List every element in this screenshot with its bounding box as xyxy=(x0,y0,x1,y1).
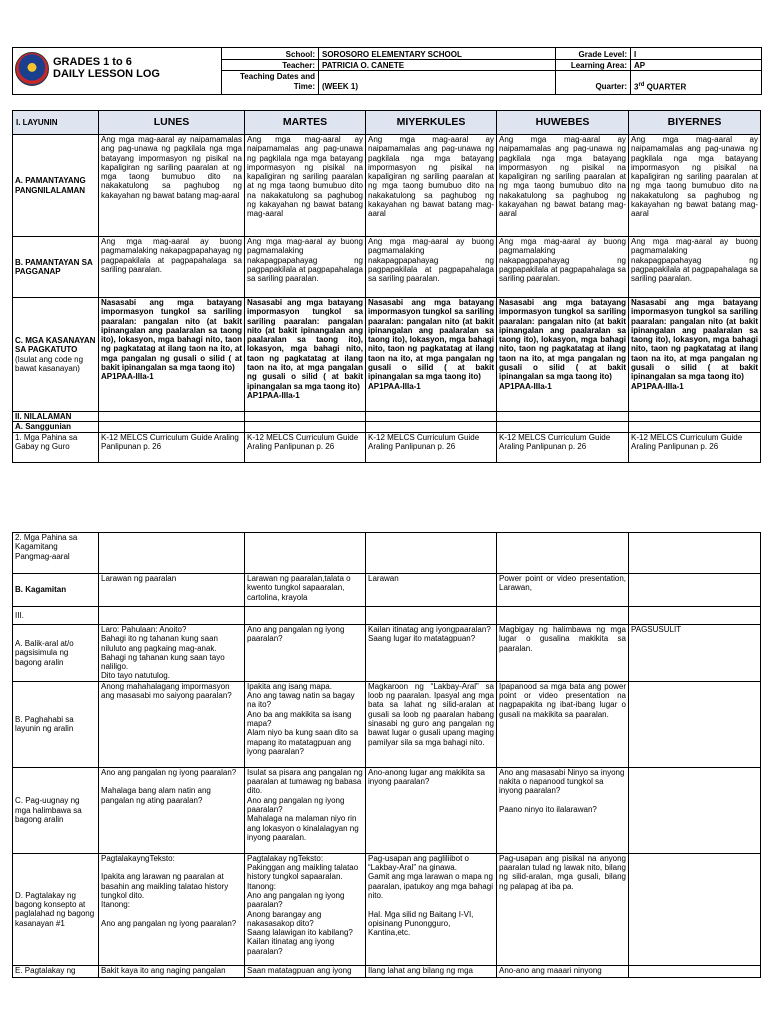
balik-aral-cell: Ano ang pangalan ng iyong paaralan? xyxy=(245,625,366,682)
pag-uugnay-cell: Ano-anong lugar ang makikita sa inyong paaralan? xyxy=(366,767,497,853)
balik-aral-cell: Laro: Pahulaan: Anoito? Bahagi ito ng tahanan kung saan niluluto ang pagkaing mag-anak. Bahagi ng tahanan kung saan tayo naliligo. Dito tayo natutulog. xyxy=(99,625,245,682)
pagtalakay-2-cell: Bakit kaya ito ang naging pangalan xyxy=(99,965,245,977)
pag-uugnay-label: C. Pag-uugnay ng mga halimbawa sa bagong aralin xyxy=(13,767,99,853)
kagamitan-cell: Larawan xyxy=(366,574,497,607)
paghahabi-cell: Magkaroon ng “Lakbay-Aral” sa loob ng paaralan. Ipasyal ang mga bata sa lahat ng silid-aralan at gusali sa loob ng paaralan habang sinasabi ng guro ang pangalan ng bawat lugar o gusali upang maging pamilyar sila sa mga bahagi nito. xyxy=(366,681,497,767)
balik-aral-cell: Kailan itinatag ang iyongpaaralan? Saang lugar ito matatagpuan? xyxy=(366,625,497,682)
gabay-cell: K-12 MELCS Curriculum Guide Araling Panlipunan p. 26 xyxy=(629,432,761,462)
pagganap-cell: Ang mga mag-aaral ay buong pagmamalaking nakapagpapahayag ng pagpapakilala at pagpapahalaga sa sariling paaralan. xyxy=(629,237,761,298)
pangnilalaman-cell: Ang mga mag-aaral ay naipamamalas ang pag-unawa ng pagkilala nga mga batayang impormasyon ng pisikal na kapaligiran ng sariling paaralan at ng mga taong bumubuo dito na nakakatulong sa paghubog ng kakayahan ng bawat batang mag-aaral xyxy=(99,135,245,237)
deped-seal-logo xyxy=(15,52,49,86)
pagtalakay-1-cell xyxy=(629,853,761,965)
pamantayang-pangnilalaman-label: A. PAMANTAYANG PANGNILALAMAN xyxy=(13,135,99,237)
gabay-guro-label: 1. Mga Pahina sa Gabay ng Guro xyxy=(13,432,99,462)
lesson-table-part2 xyxy=(12,532,761,978)
pag-uugnay-cell: Isulat sa pisara ang pangalan ng paaralan at tumawag ng babasa dito. Ano ang pangalan ng iyong paaralan? Mahalaga na malaman niyo rin ang lokasyon o kinalalagyan ng inyong paaralan. xyxy=(245,767,366,853)
kasanayan-cell: Nasasabi ang mga batayang impormasyon tungkol sa sariling paaralan: pangalan nito (at bakit ipinangalan ang paalaralan sa taong ito), lokasyon, mga bahagi nito, taon ng pagkatatag at ilang taon na ito, at mga pangalan ng gusali o silid ( at bakit ipinangalan sa mga taong ito) AP1PAA-IIIa-1 xyxy=(366,298,497,412)
pagtalakay-1-cell: Pag-usapan ang pagliliibot o “Lakbay-Aral” na ginawa. Gamit ang mga larawan o mapa ng paaralan, ipatukoy ang mga bahagi nito. Hal. Mga silid ng Baitang I-VI, opisinang Punongguro, Kantina,etc. xyxy=(366,853,497,965)
balik-aral-cell: PAGSUSULIT xyxy=(629,625,761,682)
gabay-cell: K-12 MELCS Curriculum Guide Araling Panlipunan p. 26 xyxy=(366,432,497,462)
lesson-table-part1 xyxy=(12,110,761,463)
kasanayan-cell: Nasasabi ang mga batayang impormasyon tungkol sa sariling paaralan: pangalan nito (at bakit ipinangalan ang paalaralan sa taong ito), lokasyon, mga bahagi nito, taon ng pagkatatag at ilang taon na ito, at mga pangalan ng gusali o silid ( at bakit ipinangalan sa mga taong ito) AP1PAA-IIIa-1 xyxy=(629,298,761,412)
grade-value: I xyxy=(634,50,637,59)
pagtalakay-2-label: E. Pagtalakay ng xyxy=(13,965,99,977)
dates-value: (WEEK 1) xyxy=(322,82,358,91)
paghahabi-cell: Ipakita ang isang mapa. Ano ang tawag natin sa bagay na ito? Ano ba ang makikita sa isang mapa? Alam niyo ba kung saan dito sa mapang ito matatagpuan ang iyong paaralan? xyxy=(245,681,366,767)
teacher-value: PATRICIA O. CANETE xyxy=(322,61,405,70)
pangnilalaman-cell: Ang mga mag-aaral ay naipamamalas ang pag-unawa ng pagkilala nga mga batayang impormasyon ng pisikal na kapaligiran ng sariling paaralan at ng mga taong bumubuo dito na nakakatulong sa paghubog ng kakayahan ng bawat batang mag-aaral xyxy=(366,135,497,237)
school-label: School: xyxy=(285,50,315,59)
pagtalakay-2-cell: Ano-ano ang maaari ninyong xyxy=(497,965,629,977)
paghahabi-label: B. Paghahabi sa layunin ng aralin xyxy=(13,681,99,767)
kasanayan-cell: Nasasabi ang mga batayang impormasyon tungkol sa sariling paaralan: pangalan nito (at bakit ipinangalan ang paalaralan sa taong ito), lokasyon, mga bahagi nito, taon ng pagkatatag at ilang taon na ito, at mga pangalan ng gusali o silid ( at bakit ipinangalan sa mga taong ito) AP1PAA-IIIa-1 xyxy=(497,298,629,412)
day-header-biyernes: BIYERNES xyxy=(629,111,761,135)
gabay-cell: K-12 MELCS Curriculum Guide Araling Panlipunan p. 26 xyxy=(497,432,629,462)
kagamitan-cell: Power point or video presentation, Larawan, xyxy=(497,574,629,607)
paghahabi-cell xyxy=(629,681,761,767)
lesson-log-header xyxy=(12,47,762,95)
layunin-header: I. LAYUNIN xyxy=(13,111,99,135)
header-title-line2: DAILY LESSON LOG xyxy=(53,68,160,80)
pagganap-cell: Ang mga mag-aaral ay buong pagmamalaking nakapagpapahayag ng pagpapakilala at pagpapahalaga sa sariling paaralan. xyxy=(245,237,366,298)
dates-label-1: Teaching Dates and xyxy=(240,72,315,81)
pamantayan-pagganap-label: B. PAMANTAYAN SA PAGGANAP xyxy=(13,237,99,298)
kagamitan-cell: Larawan ng paaralan xyxy=(99,574,245,607)
teacher-label: Teacher: xyxy=(282,61,315,70)
pagganap-cell: Ang mga mag-aaral ay buong pagmamalaking nakapagpapahayag ng pagpapakilala at pagpapahalaga sa sariling paaralan. xyxy=(497,237,629,298)
sanggunian-label: A. Sanggunian xyxy=(13,422,99,432)
day-header-huwebes: HUWEBES xyxy=(497,111,629,135)
area-label: Learning Area: xyxy=(570,61,627,70)
pagtalakay-1-cell: PagtalakayngTeksto: Ipakita ang larawan ng paaralan at basahin ang maikling talatao history tungkol dito. Itanong: Ano ang pangalan ng iyong paaralan? xyxy=(99,853,245,965)
pagtalakay-1-label: D. Pagtalakay ng bagong konsepto at paglalahad ng bagong kasanayan #1 xyxy=(13,853,99,965)
kagamitang-pangmag-aaral-label: 2. Mga Pahina sa Kagamitang Pangmag-aaral xyxy=(13,533,99,574)
quarter-value: 3rd QUARTER xyxy=(634,82,687,92)
gabay-cell: K-12 MELCS Curriculum Guide Araling Panlipunan p. 26 xyxy=(245,432,366,462)
day-header-lunes: LUNES xyxy=(99,111,245,135)
kagamitan-label: B. Kagamitan xyxy=(13,574,99,607)
paghahabi-cell: Ipapanood sa mga bata ang power point or video presentation na nagpapakita ng ibat-ibang lugar o gusali na makikita sa paaralan. xyxy=(497,681,629,767)
kagamitan-cell: Larawan ng paaralan,talata o kwento tungkol sapaaralan, cartolina, krayola xyxy=(245,574,366,607)
paghahabi-cell: Anong mahahalagang impormasyon ang masasabi mo saiyong paaralan? xyxy=(99,681,245,767)
header-info-grid xyxy=(221,48,762,94)
pagtalakay-2-cell xyxy=(629,965,761,977)
area-value: AP xyxy=(634,61,646,70)
kasanayan-cell: Nasasabi ang mga batayang impormasyon tungkol sa sariling paaralan: pangalan nito (at bakit ipinangalan ang paalaralan sa taong ito), lokasyon, mga bahagi nito, taon ng pagkatatag at ilang taon na ito, at mga pangalan ng gusali o silid ( at bakit ipinangalan sa mga taong ito) AP1PAA-IIIa-1 xyxy=(99,298,245,412)
pangnilalaman-cell: Ang mga mag-aaral ay naipamamalas ang pag-unawa ng pagkilala nga mga batayang impormasyon ng pisikal na kapaligiran ng sariling paaralan at ng mga taong bumubuo dito na nakakatulong sa paghubog ng kakayahan ng bawat batang mag-aaral xyxy=(629,135,761,237)
pagtalakay-1-cell: Pagtalakay ngTeksto: Pakinggan ang maikling talatao history tungkol sapaaralan. Itanong: Ano ang pangalan ng iyong paaralan? Anong barangay ang nakasasakop dito? Saang lalawigan ito kabilang? Kailan itinatag ang iyong paaralan? xyxy=(245,853,366,965)
pagganap-cell: Ang mga mag-aaral ay buong pagmamalaking nakapagpapahayag ng pagpapakilala at pagpapahalaga sa sariling paaralan. xyxy=(366,237,497,298)
balik-aral-cell: Magbigay ng halimbawa ng mga lugar o gusalina makikita sa paaralan. xyxy=(497,625,629,682)
school-value: SOROSORO ELEMENTARY SCHOOL xyxy=(322,50,462,59)
pangnilalaman-cell: Ang mga mag-aaral ay naipamamalas ang pag-unawa ng pagkilala nga mga batayang impormasyon ng pisikal na kapaligiran ng sariling paaralan at ng mga taong bumubuo dito na nakakatulong sa paghubog ng kakayahan ng bawat batang mag-aaral xyxy=(245,135,366,237)
gabay-cell: K-12 MELCS Curriculum Guide Araling Panlipunan p. 26 xyxy=(99,432,245,462)
pamamaraan-label: III. xyxy=(13,607,99,625)
pagtalakay-1-cell: Pag-usapan ang pisikal na anyong paaralan tulad ng lawak nito, bilang ng silid-aralan, mga gusali, bilang ng palapag at iba pa. xyxy=(497,853,629,965)
pagtalakay-2-cell: Ilang lahat ang bilang ng mga xyxy=(366,965,497,977)
grade-label: Grade Level: xyxy=(578,50,627,59)
pag-uugnay-cell: Ano ang pangalan ng iyong paaralan? Mahalaga bang alam natin ang pangalan ng ating paaralan? xyxy=(99,767,245,853)
pangnilalaman-cell: Ang mga mag-aaral ay naipamamalas ang pag-unawa ng pagkilala nga mga batayang impormasyon ng pisikal na kapaligiran ng sariling paaralan at ng mga taong bumubuo dito na nakakatulong sa paghubog ng kakayahan ng bawat batang mag-aaral xyxy=(497,135,629,237)
day-header-miyerkules: MIYERKULES xyxy=(366,111,497,135)
quarter-label: Quarter: xyxy=(595,82,627,91)
nilalaman-label: II. NILALAMAN xyxy=(13,412,99,422)
day-header-martes: MARTES xyxy=(245,111,366,135)
kasanayan-label: C. MGA KASANAYAN SA PAGKATUTO (Isulat ang code ng bawat kasanayan) xyxy=(13,298,99,412)
pagtalakay-2-cell: Saan matatagpuan ang iyong xyxy=(245,965,366,977)
dates-label-2: Time: xyxy=(293,82,315,91)
pag-uugnay-cell: Ano ang masasabi Ninyo sa inyong nakita o napanood tungkol sa inyong paaralan? Paano ninyo ito ilalarawan? xyxy=(497,767,629,853)
pagganap-cell: Ang mga mag-aaral ay buong pagmamalaking nakapagpapahayag ng pagpapakilala at pagpapahalaga sa sariling paaralan. xyxy=(99,237,245,298)
kasanayan-cell: Nasasabi ang mga batayang impormasyon tungkol sa sariling paaralan: pangalan nito (at bakit ipinangalan ang paalaralan sa taong ito), lokasyon, mga bahagi nito, taon ng pagkatatag at ilang taon na ito, at mga pangalan ng gusali o silid ( at bakit ipinangalan sa mga taong ito) AP1PAA-IIIa-1 xyxy=(245,298,366,412)
header-title-line1: GRADES 1 to 6 xyxy=(53,56,132,68)
kagamitan-cell xyxy=(629,574,761,607)
balik-aral-label: A. Balik-aral at/o pagsisimula ng bagong aralin xyxy=(13,625,99,682)
pag-uugnay-cell xyxy=(629,767,761,853)
